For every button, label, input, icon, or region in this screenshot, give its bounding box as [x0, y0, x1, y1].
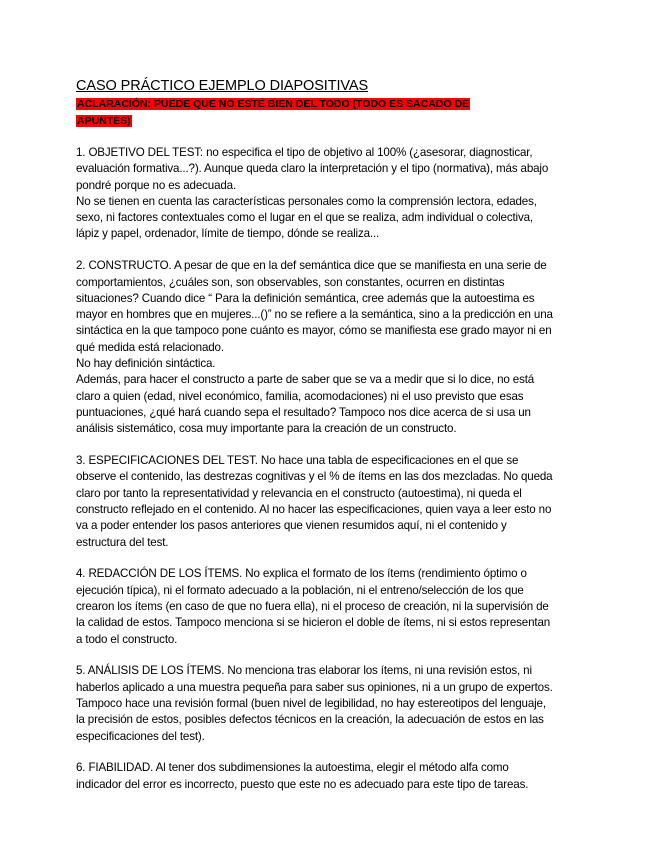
paragraph-line: indicador del error es incorrecto, puesto que este no es adecuado para este tipo de tareas. — [76, 777, 529, 791]
paragraph-line: sexo, ni factores contextuales como el lugar en el que se realiza, adm individual o colectiva, — [76, 211, 533, 225]
paragraph-line: va a poder entender los pasos anteriores que vienen resumidos aquí, ni el contenido y — [76, 519, 507, 533]
section-constructo — [76, 258, 586, 437]
clarification-note-wrap — [76, 95, 526, 129]
paragraph-line: No se tienen en cuenta las características personales como la comprensión lectora, edades, — [76, 194, 537, 208]
paragraph-line: observe el contenido, las destrezas cognitivas y el % de ítems en las dos mezcladas. No queda — [76, 470, 553, 484]
paragraph-line: claro por tanto la representatividad y relevancia en el constructo (autoestima), ni queda el — [76, 486, 522, 500]
paragraph-line: evaluación formativa...?). Aunque queda claro la interpretación y el tipo (normativa), más abajo — [76, 162, 549, 176]
paragraph-line: haberlos aplicado a una muestra pequeña para saber sus opiniones, ni a un grupo de expertos. — [76, 680, 553, 694]
paragraph-line: comportamientos, ¿cuáles son, son observables, son constantes, ocurren en distintas — [76, 275, 505, 289]
paragraph-line: análisis sistemático, cosa muy importante para la creación de un constructo. — [76, 422, 457, 436]
document-title: CASO PRÁCTICO EJEMPLO DIAPOSITIVAS — [76, 78, 369, 94]
paragraph-line: Tampoco hace una revisión formal (buen nivel de legibilidad, no hay estereotipos del lenguaje, — [76, 696, 546, 710]
paragraph-line: Además, para hacer el constructo a parte de saber que se va a medir que si lo dice, no está — [76, 373, 535, 387]
paragraph-line: situaciones? Cuando dice “ Para la definición semántica, cree además que la autoestima es — [76, 291, 535, 305]
paragraph-line: la calidad de estos. Tampoco menciona si se hicieron el doble de ítems, ni si estos representan — [76, 616, 551, 630]
section-objetivo — [76, 145, 586, 243]
section-especificaciones — [76, 453, 586, 551]
section-fiabilidad — [76, 760, 586, 793]
paragraph-line: lápiz y papel, ordenador, límite de tiempo, dónde se realiza... — [76, 227, 380, 241]
section-analisis — [76, 663, 586, 744]
document-body — [76, 145, 586, 793]
paragraph-line: estructura del test. — [76, 535, 169, 549]
paragraph-line: ejecución típica), ni el formato adecuado a la población, ni el entreno/selección de los que — [76, 583, 524, 597]
paragraph-line: pondré porque no es adecuada. — [76, 178, 237, 192]
paragraph-line: 1. OBJETIVO DEL TEST: no especifica el tipo de objetivo al 100% (¿asesorar, diagnosticar, — [76, 146, 533, 159]
paragraph-line: 2. CONSTRUCTO. A pesar de que en la def semántica dice que se manifiesta en una serie de — [76, 259, 547, 273]
paragraph-line: crearon los ítems (en caso de que no fuera ella), ni el proceso de creación, ni la supervisión de — [76, 599, 549, 613]
paragraph-line: puntuaciones, ¿qué hará cuando sepa el resultado? Tampoco nos dice acerca de si usa un — [76, 405, 531, 419]
paragraph-line: especificaciones del test). — [76, 729, 205, 743]
paragraph-line: sintáctica en la que tampoco pone cuánto es mayor, cómo se manifiesta ese grado mayor ni en — [76, 324, 552, 338]
clarification-note: ACLARACIÓN: PUEDE QUE NO ESTÉ BIEN DEL TODO (TODO ES SACADO DE APUNTES) — [77, 98, 470, 127]
paragraph-line: a todo el constructo. — [76, 632, 178, 646]
paragraph-line: No hay definición sintáctica. — [76, 357, 216, 371]
paragraph-line: mayor en hombres que en mujeres...()” no se refiere a la semántica, sino a la predicción en una — [76, 308, 553, 322]
section-redaccion — [76, 566, 586, 647]
paragraph-line: claro a quien (edad, nivel económico, familia, acomodaciones) ni el uso previsto que esas — [76, 389, 524, 403]
paragraph-line: constructo reflejado en el contenido. Al no hacer las especificaciones, quien vaya a leer esto no — [76, 502, 552, 516]
paragraph-line: qué medida está relacionado. — [76, 340, 224, 354]
paragraph-line: 6. FIABILIDAD. Al tener dos subdimensiones la autoestima, elegir el método alfa como — [76, 761, 509, 775]
paragraph-line: 5. ANÁLISIS DE LOS ÍTEMS. No menciona tras elaborar los ítems, ni una revisión estos, ni — [76, 664, 532, 678]
paragraph-line: la precisión de estos, posibles defectos técnicos en la creación, la adecuación de estos en las — [76, 713, 544, 727]
paragraph-line: 4. REDACCIÓN DE LOS ÍTEMS. No explica el formato de los ítems (rendimiento óptimo o — [76, 567, 527, 581]
paragraph-line: 3. ESPECIFICACIONES DEL TEST. No hace una tabla de especificaciones en el que se — [76, 454, 519, 468]
document-page — [76, 78, 586, 808]
